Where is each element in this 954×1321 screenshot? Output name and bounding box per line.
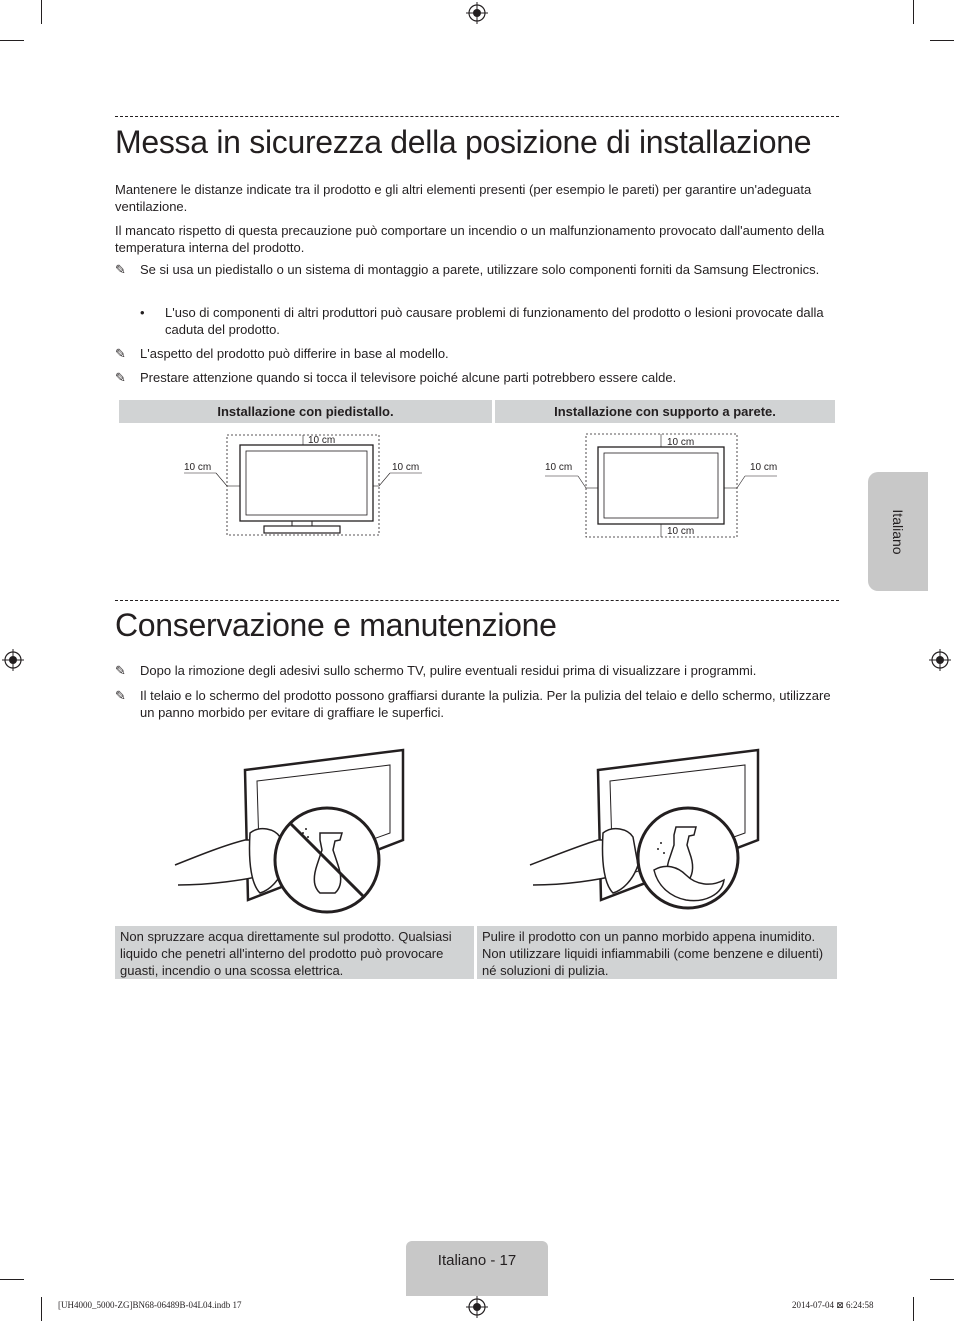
crop-mark bbox=[913, 0, 914, 24]
page-number: Italiano - 17 bbox=[437, 1252, 517, 1269]
bullet-item bbox=[140, 304, 840, 338]
table-header-wall: Installazione con supporto a parete. bbox=[495, 400, 835, 423]
cloth-cleaning-illustration bbox=[526, 745, 771, 915]
pencil-note-icon: ✎ bbox=[115, 262, 126, 277]
crop-mark bbox=[41, 1297, 42, 1321]
note-text: Dopo la rimozione degli adesivi sullo schermo TV, pulire eventuali residui prima di visualizzare i programmi. bbox=[140, 663, 757, 678]
note-text: L'aspetto del prodotto può differire in base al modello. bbox=[140, 346, 449, 361]
crop-mark bbox=[930, 40, 954, 41]
note-item bbox=[115, 662, 843, 679]
section-divider bbox=[115, 116, 839, 117]
section-title-installation: Messa in sicurezza della posizione di installazione bbox=[115, 124, 812, 160]
caption-no-spray: Non spruzzare acqua direttamente sul prodotto. Qualsiasi liquido che penetri all'interno del prodotto può provocare guasti, incendio o una scossa elettrica. bbox=[115, 926, 474, 979]
note-text: Prestare attenzione quando si tocca il televisore poiché alcune parti potrebbero essere calde. bbox=[140, 370, 677, 385]
language-tab bbox=[868, 472, 928, 591]
crop-mark bbox=[41, 0, 42, 24]
crop-mark bbox=[0, 1279, 24, 1280]
caption-soft-cloth: Pulire il prodotto con un panno morbido appena inumidito. Non utilizzare liquidi infiammabili (come benzene e diluenti) né soluzioni di pulizia. bbox=[477, 926, 837, 979]
note-text: Se si usa un piedistallo o un sistema di montaggio a parete, utilizzare solo componenti forniti da Samsung Electronics. bbox=[140, 262, 820, 277]
paragraph-warning: Il mancato rispetto di questa precauzione può comportare un incendio o un malfunzionamento provocato dall'aumento della temperatura interna del prodotto. bbox=[115, 223, 825, 255]
no-spray-illustration bbox=[170, 745, 415, 915]
pencil-note-icon: ✎ bbox=[115, 663, 126, 678]
pencil-note-icon: ✎ bbox=[115, 688, 126, 703]
registration-mark-icon bbox=[929, 649, 951, 671]
clearance-label-left: 10 cm bbox=[545, 462, 573, 473]
pencil-note-icon: ✎ bbox=[115, 370, 126, 385]
clearance-label-top: 10 cm bbox=[667, 437, 695, 448]
footer-timestamp: 2014-07-04 ⊠ 6:24:58 bbox=[792, 1300, 874, 1310]
table-header-stand: Installazione con piedistallo. bbox=[119, 400, 492, 423]
crop-mark bbox=[913, 1297, 914, 1321]
clearance-label-left: 10 cm bbox=[184, 462, 212, 473]
footer-filename: [UH4000_5000-ZG]BN68-06489B-04L04.indb 17 bbox=[58, 1300, 242, 1310]
registration-mark-icon bbox=[2, 649, 24, 671]
note-text: Il telaio e lo schermo del prodotto possono graffiarsi durante la pulizia. Per la pulizia del telaio e dello schermo, utilizzare un panno morbido per evitare di graffiare le superfici. bbox=[140, 688, 831, 720]
bullet-text: L'uso di componenti di altri produttori può causare problemi di funzionamento del prodotto o lesioni provocate dalla caduta del prodotto. bbox=[165, 305, 824, 337]
pencil-note-icon: ✎ bbox=[115, 346, 126, 361]
language-tab-label: Italiano bbox=[890, 509, 906, 555]
section-title-maintenance: Conservazione e manutenzione bbox=[115, 607, 557, 643]
registration-mark-icon bbox=[466, 1296, 488, 1318]
note-item bbox=[115, 369, 843, 386]
wall-installation-diagram bbox=[540, 428, 790, 540]
note-item bbox=[115, 261, 843, 278]
bullet-dot-icon: • bbox=[140, 305, 145, 320]
stand-installation-diagram bbox=[180, 428, 430, 538]
clearance-label-top: 10 cm bbox=[308, 435, 336, 446]
registration-mark-icon bbox=[466, 2, 488, 24]
clearance-label-right: 10 cm bbox=[750, 462, 778, 473]
note-item bbox=[115, 687, 843, 721]
page-number-tab bbox=[406, 1241, 548, 1296]
paragraph-ventilation: Mantenere le distanze indicate tra il prodotto e gli altri elementi presenti (per esempio le pareti) per garantire un'adeguata ventilazione. bbox=[115, 182, 812, 214]
section-divider bbox=[115, 600, 839, 601]
note-item bbox=[115, 345, 843, 362]
crop-mark bbox=[0, 40, 24, 41]
clearance-label-bottom: 10 cm bbox=[667, 526, 695, 537]
crop-mark bbox=[930, 1279, 954, 1280]
clearance-label-right: 10 cm bbox=[392, 462, 420, 473]
